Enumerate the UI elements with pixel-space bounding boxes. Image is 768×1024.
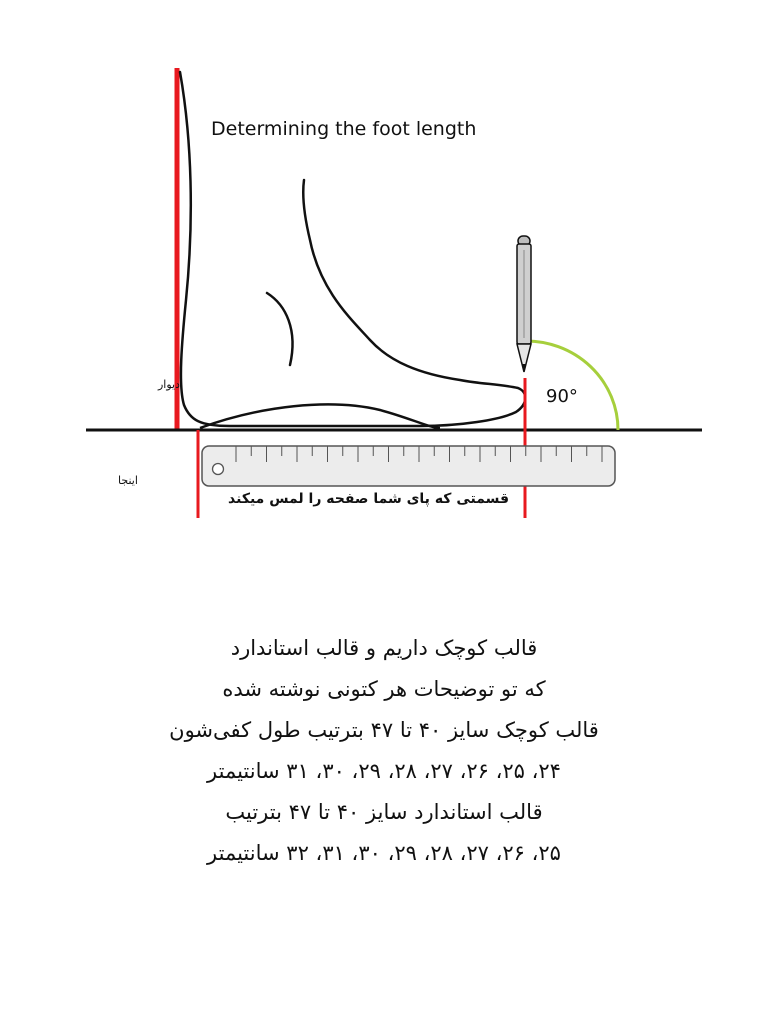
caption-line: ۲۴، ۲۵، ۲۶، ۲۷، ۲۸، ۲۹، ۳۰، ۳۱ سانتیمتر	[207, 759, 561, 783]
wall-label: دیوار	[158, 378, 181, 391]
angle-label: 90°	[546, 386, 578, 407]
ruler	[202, 446, 615, 486]
caption-line: قالب کوچک داریم و قالب استاندارد	[230, 636, 538, 660]
ruler-hole	[213, 464, 224, 475]
caption-line: که تو توضیحات هر کتونی نوشته شده	[222, 677, 546, 701]
ruler-caption: قسمتی که پای شما صفحه را لمس میکند	[228, 491, 509, 507]
diagram-title: Determining the foot length	[211, 118, 477, 140]
foot-arch	[200, 404, 440, 428]
caption-line: ۲۵، ۲۶، ۲۷، ۲۸، ۲۹، ۳۰، ۳۱، ۳۲ سانتیمتر	[207, 841, 561, 865]
pencil-icon	[517, 236, 531, 372]
ankle-curve	[267, 293, 293, 365]
caption-line: قالب کوچک سایز ۴۰ تا ۴۷ بترتیب طول کفی‌شون	[169, 718, 599, 742]
here-label: اینجا	[118, 474, 138, 487]
caption-line: قالب استاندارد سایز ۴۰ تا ۴۷ بترتیب	[225, 800, 543, 824]
caption-block	[0, 628, 768, 874]
